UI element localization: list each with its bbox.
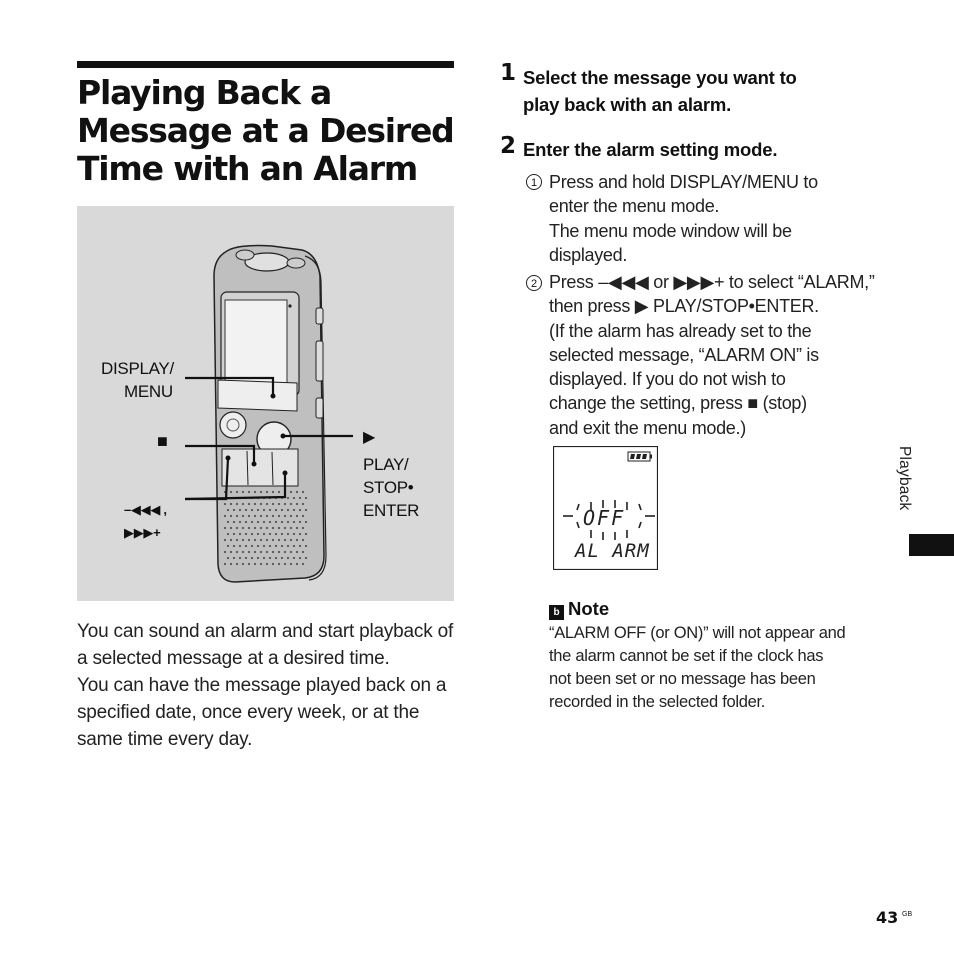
intro-text: [77, 618, 457, 753]
speaker-hole: [245, 545, 247, 547]
page-title: [77, 74, 467, 188]
speaker-hole: [287, 509, 289, 511]
step-number: 1: [500, 60, 517, 86]
title-line: Playing Back a: [77, 73, 332, 112]
speaker-hole: [272, 563, 274, 565]
label-play-icon: ▶: [363, 429, 376, 446]
speaker-hole: [299, 497, 301, 499]
speaker-hole: [236, 527, 238, 529]
left-button: [220, 412, 246, 438]
speaker-hole: [248, 503, 250, 505]
speaker-hole: [272, 551, 274, 553]
label-prev: –◀◀◀ ,: [124, 502, 167, 517]
speaker-hole: [233, 557, 235, 559]
speaker-hole: [290, 527, 292, 529]
speaker-hole: [236, 563, 238, 565]
speaker-hole: [251, 557, 253, 559]
speaker-hole: [251, 509, 253, 511]
speaker-hole: [233, 533, 235, 535]
substep-line: selected message, “ALARM ON” is: [549, 344, 819, 365]
substep-line: displayed. If you do not wish to: [549, 369, 786, 390]
speaker-hole: [248, 527, 250, 529]
speaker-hole: [302, 563, 304, 565]
section-tab-label: Playback: [896, 446, 913, 511]
speaker-hole: [257, 557, 259, 559]
speaker-hole: [239, 557, 241, 559]
speaker-hole: [296, 503, 298, 505]
speaker-hole: [266, 563, 268, 565]
note-line: the alarm cannot be set if the clock has: [549, 647, 824, 665]
speaker-hole: [242, 527, 244, 529]
recorder-figure: [77, 206, 454, 601]
speaker-hole: [299, 533, 301, 535]
speaker-hole: [266, 503, 268, 505]
speaker-hole: [260, 503, 262, 505]
speaker-hole: [242, 563, 244, 565]
speaker-hole: [260, 539, 262, 541]
speaker-hole: [278, 539, 280, 541]
speaker-hole: [233, 545, 235, 547]
substep-marker: 2: [526, 275, 542, 291]
speaker-hole: [281, 533, 283, 535]
speaker-hole: [296, 551, 298, 553]
speaker-hole: [281, 521, 283, 523]
speaker-hole: [275, 545, 277, 547]
speaker-hole: [230, 551, 232, 553]
side-button-3: [316, 398, 323, 418]
speaker-hole: [278, 551, 280, 553]
speaker-hole: [227, 521, 229, 523]
speaker-hole: [254, 503, 256, 505]
speaker-hole: [230, 527, 232, 529]
speaker-hole: [251, 533, 253, 535]
speaker-hole: [284, 527, 286, 529]
speaker-hole: [269, 557, 271, 559]
lcd-alarm-text: AL ARM: [575, 540, 650, 562]
note-line: “ALARM OFF (or ON)” will not appear and: [549, 624, 846, 642]
speaker-hole: [299, 557, 301, 559]
speaker-hole: [227, 509, 229, 511]
speaker-hole: [257, 545, 259, 547]
display-menu-strip: [218, 380, 297, 411]
speaker-hole: [248, 539, 250, 541]
speaker-hole: [287, 521, 289, 523]
speaker-hole: [305, 521, 307, 523]
speaker-hole: [290, 515, 292, 517]
speaker-hole: [293, 509, 295, 511]
battery-level: [630, 454, 647, 459]
speaker-hole: [305, 557, 307, 559]
speaker-hole: [227, 557, 229, 559]
speaker-hole: [242, 551, 244, 553]
step-title-line: Select the message you want to: [523, 67, 797, 88]
speaker-hole: [245, 521, 247, 523]
speaker-hole: [269, 521, 271, 523]
speaker-hole: [302, 515, 304, 517]
label-next: ▶▶▶+: [124, 525, 161, 540]
speaker-hole: [254, 515, 256, 517]
speaker-hole: [290, 491, 292, 493]
speaker-hole: [257, 533, 259, 535]
speaker-hole: [251, 545, 253, 547]
step-title: Enter the alarm setting mode.: [523, 139, 778, 160]
title-line: Message at a Desired: [77, 111, 454, 150]
label-play: PLAY/: [363, 455, 409, 474]
label-stop: STOP•: [363, 478, 414, 497]
speaker-hole: [248, 491, 250, 493]
speaker-hole: [248, 563, 250, 565]
speaker-hole: [272, 527, 274, 529]
speaker-hole: [263, 557, 265, 559]
intro-paragraph: You can have the message played back on a specified date, once every week, or at the same time every day.: [77, 675, 447, 750]
speaker-hole: [281, 557, 283, 559]
substep-line: then press ▶ PLAY/STOP•ENTER.: [549, 296, 819, 317]
speaker-hole: [236, 515, 238, 517]
speaker-hole: [296, 515, 298, 517]
speaker-hole: [239, 545, 241, 547]
speaker-hole: [275, 533, 277, 535]
substep-line: Press and hold DISPLAY/MENU to: [549, 172, 818, 192]
speaker-hole: [272, 539, 274, 541]
speaker-hole: [245, 509, 247, 511]
callout-dot: [283, 471, 288, 476]
page-number: 43: [876, 908, 899, 927]
speaker-hole: [251, 521, 253, 523]
speaker-hole: [281, 509, 283, 511]
speaker-hole: [296, 539, 298, 541]
speaker-hole: [242, 539, 244, 541]
speaker-hole: [290, 539, 292, 541]
speaker-hole: [284, 515, 286, 517]
substep-line: The menu mode window will be: [549, 220, 792, 241]
speaker-hole: [233, 521, 235, 523]
speaker-hole: [266, 539, 268, 541]
speaker-hole: [254, 563, 256, 565]
mic-right: [287, 258, 305, 268]
speaker-hole: [224, 527, 226, 529]
speaker-hole: [236, 539, 238, 541]
speaker-hole: [254, 539, 256, 541]
speaker-hole: [293, 497, 295, 499]
note-line: not been set or no message has been: [549, 670, 816, 688]
callout-dot: [252, 462, 257, 467]
speaker-hole: [305, 545, 307, 547]
step-title: [523, 64, 797, 118]
speaker-hole: [263, 521, 265, 523]
speaker-hole: [230, 503, 232, 505]
speaker-hole: [260, 563, 262, 565]
substep-line: (If the alarm has already set to the: [549, 320, 812, 341]
speaker-hole: [281, 545, 283, 547]
speaker-hole: [242, 503, 244, 505]
label-stop-icon: ■: [157, 431, 168, 451]
section-tab-marker: [909, 534, 954, 556]
callout-dot: [281, 434, 286, 439]
speaker-hole: [266, 491, 268, 493]
speaker-hole: [239, 521, 241, 523]
speaker-hole: [257, 521, 259, 523]
speaker-hole: [284, 551, 286, 553]
note-icon: b: [549, 605, 564, 620]
speaker-hole: [227, 545, 229, 547]
speaker-hole: [293, 533, 295, 535]
speaker-hole: [266, 527, 268, 529]
substep-line: displayed.: [549, 244, 628, 265]
speaker-hole: [263, 545, 265, 547]
speaker-hole: [302, 527, 304, 529]
speaker-hole: [260, 515, 262, 517]
note-line: recorded in the selected folder.: [549, 693, 766, 711]
speaker-hole: [287, 557, 289, 559]
speaker-hole: [236, 551, 238, 553]
speaker-hole: [305, 509, 307, 511]
speaker-hole: [266, 515, 268, 517]
battery-tip: [650, 455, 652, 459]
speaker-hole: [293, 545, 295, 547]
speaker-hole: [254, 551, 256, 553]
page-suffix: GB: [902, 911, 913, 918]
speaker-hole: [302, 551, 304, 553]
label-display: DISPLAY/: [101, 359, 174, 378]
speaker-hole: [230, 515, 232, 517]
speaker-hole: [230, 539, 232, 541]
speaker-hole: [287, 497, 289, 499]
speaker-hole: [269, 509, 271, 511]
substep-line: Press –◀◀◀ or ▶▶▶+ to select “ALARM,”: [549, 272, 875, 292]
bottom-keypad: [222, 449, 298, 486]
substep-line: enter the menu mode.: [549, 196, 720, 217]
speaker-hole: [287, 545, 289, 547]
speaker-hole: [305, 533, 307, 535]
speaker-hole: [263, 533, 265, 535]
speaker-hole: [269, 545, 271, 547]
speaker-hole: [299, 521, 301, 523]
speaker-hole: [290, 563, 292, 565]
speaker-hole: [236, 503, 238, 505]
speaker-hole: [269, 533, 271, 535]
speaker-hole: [275, 509, 277, 511]
speaker-hole: [302, 491, 304, 493]
speaker-hole: [239, 509, 241, 511]
speaker-hole: [224, 551, 226, 553]
speaker-hole: [284, 503, 286, 505]
speaker-hole: [224, 563, 226, 565]
speaker-hole: [242, 491, 244, 493]
note-heading: [549, 598, 609, 620]
speaker-hole: [254, 491, 256, 493]
speaker-hole: [224, 515, 226, 517]
callout-dot: [226, 456, 231, 461]
speaker-hole: [230, 491, 232, 493]
lcd-off-text: OFF: [583, 506, 626, 530]
mic-left: [236, 250, 254, 260]
substep-line: and exit the menu mode.): [549, 417, 746, 438]
label-enter: ENTER: [363, 501, 420, 520]
speaker-hole: [302, 503, 304, 505]
substep-marker: 1: [526, 174, 542, 190]
speaker-hole: [254, 527, 256, 529]
speaker-hole: [275, 557, 277, 559]
speaker-hole: [248, 551, 250, 553]
speaker-hole: [275, 521, 277, 523]
label-menu: MENU: [124, 382, 173, 401]
speaker-hole: [263, 509, 265, 511]
speaker-hole: [290, 551, 292, 553]
speaker-hole: [296, 491, 298, 493]
speaker-hole: [299, 509, 301, 511]
speaker-hole: [284, 563, 286, 565]
note-text: [549, 622, 894, 714]
side-button-1: [316, 308, 323, 324]
speaker-hole: [266, 551, 268, 553]
callout-dot: [271, 394, 276, 399]
title-rule: [77, 61, 454, 68]
substep-text: [549, 170, 894, 267]
speaker-hole: [260, 527, 262, 529]
title-line: Time with an Alarm: [77, 149, 418, 188]
speaker-hole: [239, 533, 241, 535]
speaker-hole: [224, 539, 226, 541]
note-title: Note: [568, 598, 610, 619]
speaker-hole: [278, 491, 280, 493]
substep-line: change the setting, press ■ (stop): [549, 393, 807, 414]
speaker-hole: [296, 563, 298, 565]
speaker-hole: [299, 545, 301, 547]
speaker-hole: [302, 539, 304, 541]
speaker-hole: [224, 503, 226, 505]
speaker-hole: [278, 563, 280, 565]
indicator-led: [288, 304, 291, 307]
speaker-hole: [278, 515, 280, 517]
speaker-hole: [278, 503, 280, 505]
speaker-hole: [293, 521, 295, 523]
speaker-hole: [245, 533, 247, 535]
speaker-hole: [290, 503, 292, 505]
speaker-hole: [245, 557, 247, 559]
speaker-hole: [305, 497, 307, 499]
speaker-hole: [260, 551, 262, 553]
speaker-hole: [230, 563, 232, 565]
step-title-line: play back with an alarm.: [523, 94, 732, 115]
speaker-hole: [227, 533, 229, 535]
side-button-2: [316, 341, 323, 381]
speaker-hole: [272, 491, 274, 493]
speaker-hole: [260, 491, 262, 493]
speaker-hole: [284, 539, 286, 541]
speaker-hole: [287, 533, 289, 535]
speaker-hole: [257, 509, 259, 511]
lcd-display: [553, 446, 658, 570]
speaker-hole: [272, 503, 274, 505]
speaker-hole: [248, 515, 250, 517]
intro-paragraph: You can sound an alarm and start playback of a selected message at a desired time.: [77, 621, 454, 669]
step-number: 2: [500, 133, 517, 159]
speaker-hole: [233, 509, 235, 511]
speaker-hole: [296, 527, 298, 529]
speaker-hole: [278, 527, 280, 529]
speaker-hole: [242, 515, 244, 517]
speaker-hole: [293, 557, 295, 559]
speaker-hole: [236, 491, 238, 493]
substep-text: [549, 270, 894, 440]
speaker-hole: [272, 515, 274, 517]
